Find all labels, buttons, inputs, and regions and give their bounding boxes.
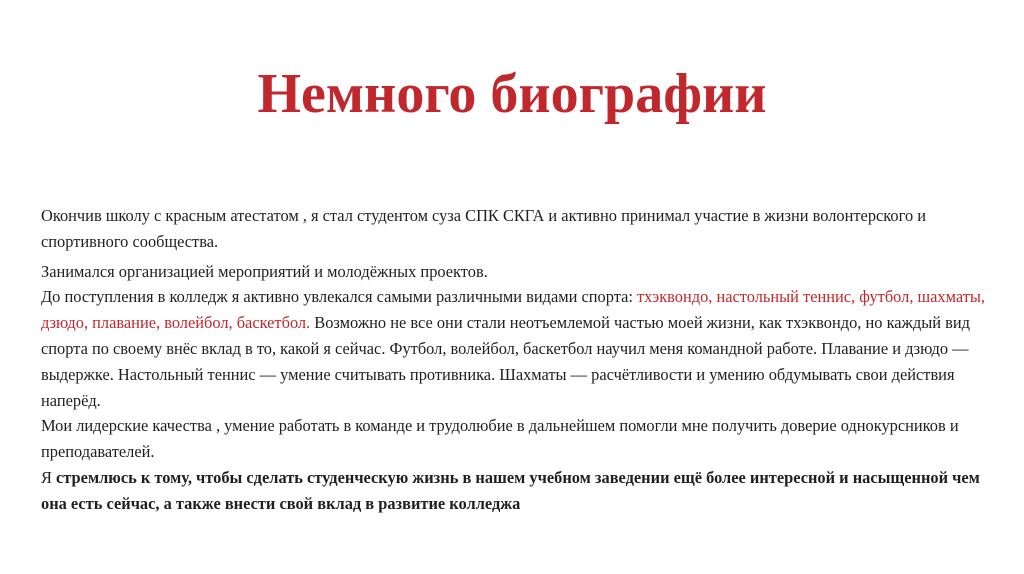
paragraph-organization: Занимался организацией мероприятий и молодёжных проектов. (41, 261, 488, 281)
paragraph-leadership: Мои лидерские качества , умение работать в команде и трудолюбие в дальнейшем помогли мне получить доверие однокурсников и преподавателей. (41, 416, 959, 462)
sports-list: тхэквондо, настольный теннис, футбол, шахматы, дзюдо, плавание, волейбол, баскетбол. (41, 287, 985, 333)
goal-bold-text: стремлюсь к тому, чтобы сделать студенческую жизнь в нашем учебном заведении ещё более интересной и насыщенной чем она есть сейчас, а также внести свой вклад в развитие колледжа (41, 467, 980, 513)
paragraph-sports (41, 284, 991, 413)
sports-rest-text: Возможно не все они стали неотъемлемой частью моей жизни, как тхэквондо, но каждый вид спорта по своему внёс вклад в то, какой я сейчас. Футбол, волейбол, баскетбол научил меня командной работе. Плавание и дзюдо — выдержке. Настольный теннис — умение считывать противника. Шахматы — расчётливости и умению обдумывать свои действия наперёд. (41, 313, 970, 410)
slide-title: Немного биографии (257, 63, 767, 125)
slide-body (41, 203, 991, 517)
paragraph-graduation: Окончив школу с красным атестатом , я стал студентом суза СПК СКГА и активно принимал участие в жизни волонтерского и спортивного сообщества. (41, 206, 927, 251)
paragraph-goal (41, 465, 991, 517)
goal-lead-text: Я (41, 467, 57, 487)
sports-lead-text: До поступления в колледж я активно увлекался самыми различными видами спорта: (41, 287, 638, 307)
